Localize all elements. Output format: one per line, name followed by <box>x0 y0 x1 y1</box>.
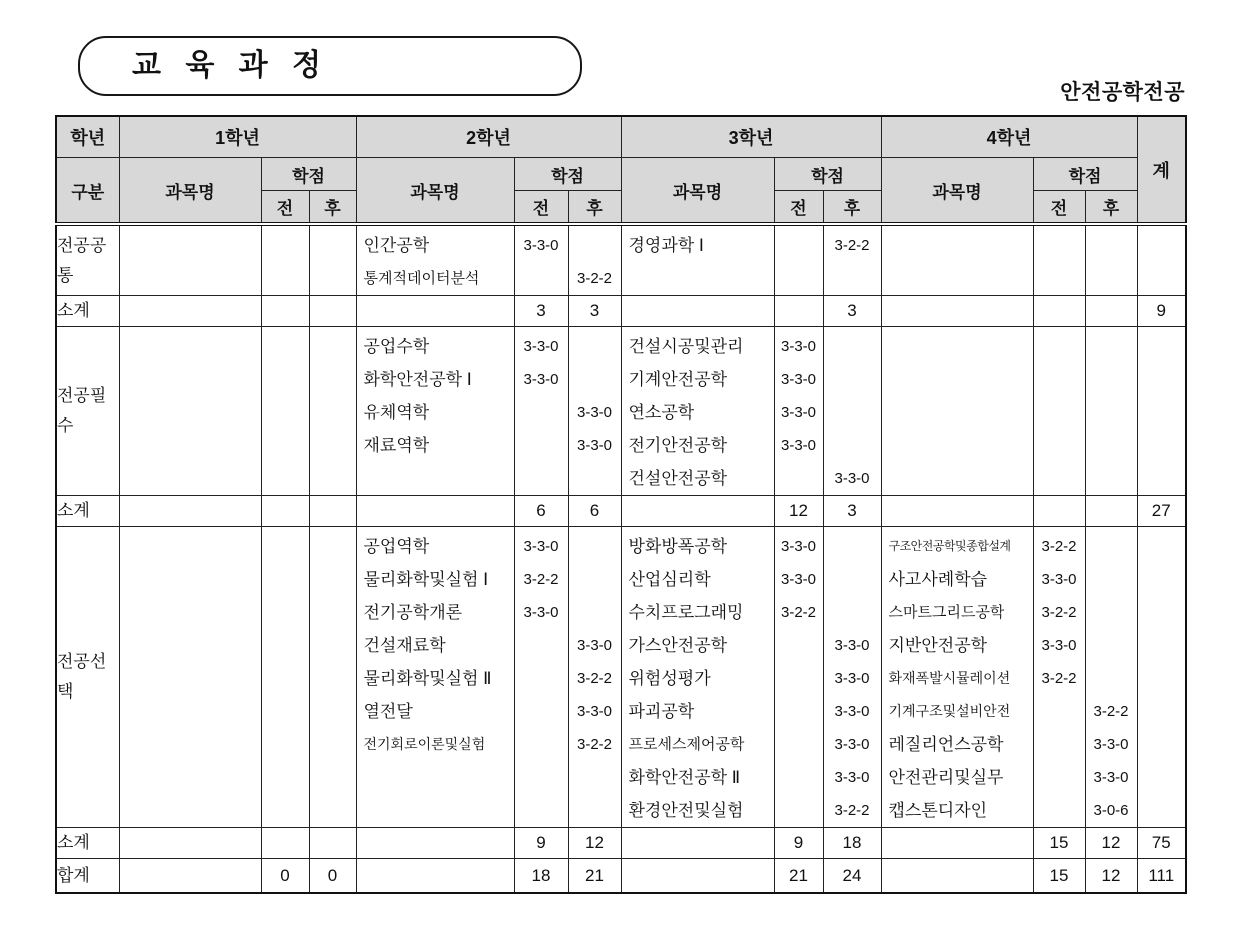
subtotal-major-common-first-y1 <box>261 296 309 327</box>
credits-second-y4 <box>1085 224 1137 296</box>
course-name: 안전관리및실무 <box>888 768 1004 787</box>
credit-second-stack <box>569 229 621 295</box>
credit-second: 3-3-0 <box>834 769 870 786</box>
credits-first-y1 <box>261 224 309 296</box>
header-category: 구분 <box>56 158 119 225</box>
credit-second <box>824 563 881 596</box>
curriculum-table <box>55 115 1187 894</box>
course-name: 스마트그리드공학 <box>888 604 1005 621</box>
credit-first <box>1034 761 1085 794</box>
course-name: 공업역학 <box>363 537 430 556</box>
course-name: 캡스톤디자인 <box>888 801 988 820</box>
credits-second-y4 <box>1085 327 1137 496</box>
course-name-empty <box>356 828 514 859</box>
course-name: 전기안전공학 <box>628 436 728 455</box>
credit-first <box>775 695 823 728</box>
subtotal-major-elective-first-y1 <box>261 828 309 859</box>
credit-second: 3-3-0 <box>1093 769 1129 786</box>
section-row-major-common <box>56 224 1186 296</box>
grand-total-second-y1: 0 <box>309 859 356 894</box>
header-total: 계 <box>1137 116 1186 224</box>
course-name-empty <box>119 496 261 527</box>
credit-first-stack <box>515 229 568 295</box>
credits-second-y3 <box>823 224 881 296</box>
credit-second <box>824 363 881 396</box>
credit-second: 3-3-0 <box>834 670 870 687</box>
course-name-stack <box>882 530 1033 827</box>
credit-first <box>1034 728 1085 761</box>
credit-first: 3-2-2 <box>1041 604 1077 621</box>
credit-first: 3-2-2 <box>1041 670 1077 687</box>
credit-first: 3-3-0 <box>780 338 817 355</box>
course-name: 기계안전공학 <box>628 370 728 389</box>
courses-y2 <box>356 527 514 828</box>
header-row-credit <box>56 158 1186 191</box>
course-name: 산업심리학 <box>628 570 711 589</box>
credit-first <box>515 429 568 462</box>
page-title: 교 육 과 정 <box>132 49 329 82</box>
header-course-name-y4: 과목명 <box>881 158 1033 225</box>
course-name-stack <box>622 229 774 262</box>
course-name: 유체역학 <box>363 403 430 422</box>
credit-first <box>775 761 823 794</box>
grand-total-total: 111 <box>1137 859 1186 894</box>
subtotal-major-elective-total: 75 <box>1137 828 1186 859</box>
credits-second-y2 <box>568 224 621 296</box>
course-name-stack <box>357 330 514 462</box>
course-name-empty <box>881 496 1033 527</box>
credit-second: 3-0-6 <box>1093 802 1129 819</box>
credit-second: 3-2-2 <box>834 237 870 254</box>
credit-second <box>1086 596 1137 629</box>
courses-y3 <box>621 527 774 828</box>
credit-second <box>569 563 621 596</box>
credit-second: 3-3-0 <box>576 637 613 654</box>
course-name-empty <box>356 296 514 327</box>
credits-first-y4 <box>1033 527 1085 828</box>
credit-second-stack <box>569 330 621 462</box>
credit-first: 3-3-0 <box>523 237 559 254</box>
subtotal-major-required-second-y4 <box>1085 496 1137 527</box>
credits-second-y1 <box>309 527 356 828</box>
courses-y3 <box>621 224 774 296</box>
course-name-empty <box>356 859 514 894</box>
credit-first: 3-3-0 <box>780 571 817 588</box>
header-row-years <box>56 116 1186 158</box>
credit-second <box>569 363 621 396</box>
course-name: 화재폭발시뮬레이션 <box>888 670 1011 686</box>
credit-second-stack <box>824 530 881 827</box>
subtotal-major-required-second-y1 <box>309 496 356 527</box>
credits-first-y3 <box>774 224 823 296</box>
subtotal-major-common-second-y1 <box>309 296 356 327</box>
subtotal-major-elective-second-y2: 12 <box>568 828 621 859</box>
course-name-empty <box>621 859 774 894</box>
header-credit-y2: 학점 <box>514 158 621 191</box>
section-row-major-required <box>56 327 1186 496</box>
subtotal-major-common-first-y2: 3 <box>514 296 568 327</box>
subtotal-major-elective <box>56 828 1186 859</box>
credit-first: 3-3-0 <box>1041 637 1077 654</box>
credit-second: 3-2-2 <box>576 270 613 287</box>
header-course-name-y1: 과목명 <box>119 158 261 225</box>
credit-first-stack <box>775 229 823 262</box>
credits-first-y4 <box>1033 224 1085 296</box>
grand-total-second-y3: 24 <box>823 859 881 894</box>
credit-second: 3-2-2 <box>576 670 613 687</box>
subtotal-major-common <box>56 296 1186 327</box>
header-credit-y3: 학점 <box>774 158 881 191</box>
header-course-name-y3: 과목명 <box>621 158 774 225</box>
course-name: 전기회로이론및실험 <box>363 736 486 752</box>
table-body <box>56 224 1186 893</box>
credit-second <box>824 596 881 629</box>
credit-second-stack <box>1086 530 1137 827</box>
major-label: 안전공학전공 <box>1060 81 1185 104</box>
header-first-sem-y4: 전 <box>1033 191 1085 225</box>
subtotal-major-elective-second-y1 <box>309 828 356 859</box>
credit-first-stack <box>515 530 568 761</box>
header-second-sem-y1: 후 <box>309 191 356 225</box>
credit-second <box>569 229 621 262</box>
title-box <box>78 36 582 96</box>
course-name: 수치프로그래밍 <box>628 603 744 622</box>
courses-y4 <box>881 224 1033 296</box>
credit-first <box>515 662 568 695</box>
credit-second: 3-3-0 <box>834 470 870 487</box>
credit-first: 3-3-0 <box>780 437 817 454</box>
course-name-empty <box>621 828 774 859</box>
credits-second-y3 <box>823 327 881 496</box>
subtotal-major-common-total: 9 <box>1137 296 1186 327</box>
subtotal-major-common-second-y4 <box>1085 296 1137 327</box>
credits-first-y4 <box>1033 327 1085 496</box>
subtotal-major-common-first-y3 <box>774 296 823 327</box>
subtotal-major-required-total: 27 <box>1137 496 1186 527</box>
grand-total-first-y1: 0 <box>261 859 309 894</box>
header-year-4: 4학년 <box>881 116 1137 158</box>
subtotal-major-required-second-y2: 6 <box>568 496 621 527</box>
section-total-empty <box>1137 224 1186 296</box>
credits-second-y4 <box>1085 527 1137 828</box>
credit-first <box>515 695 568 728</box>
credit-second: 3-3-0 <box>1093 736 1129 753</box>
course-name: 위험성평가 <box>628 669 711 688</box>
courses-y1 <box>119 224 261 296</box>
course-name: 화학안전공학 Ⅱ <box>628 768 741 787</box>
credit-second: 3-3-0 <box>834 703 870 720</box>
header-first-sem-y3: 전 <box>774 191 823 225</box>
subtotal-major-elective-label: 소계 <box>56 828 119 859</box>
credit-first <box>775 728 823 761</box>
credits-first-y1 <box>261 327 309 496</box>
credit-first <box>1034 695 1085 728</box>
header-year-2: 2학년 <box>356 116 621 158</box>
course-name-stack <box>357 229 514 295</box>
credit-second <box>824 429 881 462</box>
course-name-empty <box>356 496 514 527</box>
credit-first: 3-3-0 <box>523 538 559 555</box>
credit-second <box>824 330 881 363</box>
credits-first-y3 <box>774 527 823 828</box>
grand-total <box>56 859 1186 894</box>
subtotal-major-elective-first-y2: 9 <box>514 828 568 859</box>
header-course-name-y2: 과목명 <box>356 158 514 225</box>
credit-first: 3-2-2 <box>1041 538 1077 555</box>
credits-first-y2 <box>514 224 568 296</box>
courses-y3 <box>621 327 774 496</box>
credit-first: 3-3-0 <box>523 338 559 355</box>
course-name-empty <box>119 828 261 859</box>
subtotal-major-required-label: 소계 <box>56 496 119 527</box>
subtotal-major-required-first-y1 <box>261 496 309 527</box>
header-year-3: 3학년 <box>621 116 881 158</box>
course-name: 통계적데이터분석 <box>363 270 480 287</box>
header-credit-y1: 학점 <box>261 158 356 191</box>
courses-y4 <box>881 527 1033 828</box>
credit-second <box>569 530 621 563</box>
credits-second-y2 <box>568 327 621 496</box>
credit-second-stack <box>824 330 881 495</box>
section-total-empty <box>1137 327 1186 496</box>
credit-first <box>515 396 568 429</box>
course-name: 건설재료학 <box>363 636 446 655</box>
course-name-empty <box>881 296 1033 327</box>
credit-second-stack <box>824 229 881 262</box>
courses-y2 <box>356 327 514 496</box>
course-name: 건설시공및관리 <box>628 337 744 356</box>
course-name-empty <box>881 859 1033 894</box>
credit-second: 3-3-0 <box>576 703 613 720</box>
subtotal-major-required-first-y2: 6 <box>514 496 568 527</box>
course-name: 방화방폭공학 <box>628 537 728 556</box>
header-year-1: 1학년 <box>119 116 356 158</box>
header-second-sem-y2: 후 <box>568 191 621 225</box>
course-name-stack <box>622 330 774 495</box>
course-name: 구조안전공학및종합설계 <box>888 539 1011 553</box>
credit-second: 3-2-2 <box>1093 703 1129 720</box>
section-total-empty <box>1137 527 1186 828</box>
course-name-empty <box>621 296 774 327</box>
course-name: 물리화학및실험 Ⅱ <box>363 669 492 688</box>
credit-second: 3-3-0 <box>834 637 870 654</box>
header-first-sem-y1: 전 <box>261 191 309 225</box>
subtotal-major-elective-second-y4: 12 <box>1085 828 1137 859</box>
course-name: 물리화학및실험 Ⅰ <box>363 570 489 589</box>
course-name: 전기공학개론 <box>363 603 463 622</box>
credit-second <box>824 396 881 429</box>
course-name: 레질리언스공학 <box>888 735 1004 754</box>
credit-first: 3-3-0 <box>780 371 817 388</box>
credit-second <box>824 530 881 563</box>
header-credit-y4: 학점 <box>1033 158 1137 191</box>
credits-first-y2 <box>514 527 568 828</box>
credit-second: 3-3-0 <box>576 404 613 421</box>
subtotal-major-common-second-y2: 3 <box>568 296 621 327</box>
header-year-label: 학년 <box>56 116 119 158</box>
credit-first <box>515 262 568 295</box>
credit-first: 3-3-0 <box>780 538 817 555</box>
course-name: 사고사례학습 <box>888 570 988 589</box>
credits-second-y1 <box>309 224 356 296</box>
credits-second-y2 <box>568 527 621 828</box>
subtotal-major-required-second-y3: 3 <box>823 496 881 527</box>
grand-total-first-y4: 15 <box>1033 859 1085 894</box>
credit-first <box>775 629 823 662</box>
header-second-sem-y3: 후 <box>823 191 881 225</box>
credit-first <box>775 794 823 827</box>
section-row-major-elective <box>56 527 1186 828</box>
credit-first: 3-3-0 <box>523 604 559 621</box>
course-name: 인간공학 <box>363 236 430 255</box>
credits-second-y1 <box>309 327 356 496</box>
credit-first <box>515 728 568 761</box>
credit-first: 3-2-2 <box>780 604 817 621</box>
course-name-empty <box>119 296 261 327</box>
course-name: 재료역학 <box>363 436 430 455</box>
grand-total-first-y2: 18 <box>514 859 568 894</box>
course-name-empty <box>881 828 1033 859</box>
subtotal-major-common-label: 소계 <box>56 296 119 327</box>
courses-y1 <box>119 527 261 828</box>
credit-first-stack <box>1034 530 1085 827</box>
credits-first-y2 <box>514 327 568 496</box>
header-second-sem-y4: 후 <box>1085 191 1137 225</box>
credit-first <box>775 462 823 495</box>
credit-second: 3-2-2 <box>576 736 613 753</box>
header-first-sem-y2: 전 <box>514 191 568 225</box>
credit-first-stack <box>515 330 568 462</box>
grand-total-second-y4: 12 <box>1085 859 1137 894</box>
section-label-major-required: 전공필수 <box>56 327 119 496</box>
subtotal-major-common-first-y4 <box>1033 296 1085 327</box>
credit-first-stack <box>775 530 823 827</box>
credit-second <box>1086 629 1137 662</box>
course-name: 가스안전공학 <box>628 636 728 655</box>
subtotal-major-elective-second-y3: 18 <box>823 828 881 859</box>
courses-y4 <box>881 327 1033 496</box>
credit-second <box>569 330 621 363</box>
credits-second-y3 <box>823 527 881 828</box>
grand-total-label: 합계 <box>56 859 119 894</box>
credit-second: 3-2-2 <box>834 802 870 819</box>
credit-second: 3-3-0 <box>834 736 870 753</box>
course-name-empty <box>621 496 774 527</box>
credit-second <box>569 596 621 629</box>
course-name-empty <box>119 859 261 894</box>
grand-total-first-y3: 21 <box>774 859 823 894</box>
course-name: 환경안전및실험 <box>628 801 744 820</box>
table-header <box>56 116 1186 224</box>
course-name-stack <box>622 530 774 827</box>
credits-first-y3 <box>774 327 823 496</box>
courses-y2 <box>356 224 514 296</box>
subtotal-major-common-second-y3: 3 <box>823 296 881 327</box>
subtotal-major-required <box>56 496 1186 527</box>
course-name: 화학안전공학 Ⅰ <box>363 370 472 389</box>
credit-second: 3-3-0 <box>576 437 613 454</box>
credit-first: 3-3-0 <box>1041 571 1077 588</box>
course-name: 지반안전공학 <box>888 636 988 655</box>
credit-second <box>1086 662 1137 695</box>
subtotal-major-required-first-y3: 12 <box>774 496 823 527</box>
section-label-major-elective: 전공선택 <box>56 527 119 828</box>
section-label-major-common: 전공공통 <box>56 224 119 296</box>
course-name: 기계구조및설비안전 <box>888 703 1011 719</box>
credit-second <box>1086 563 1137 596</box>
credit-first-stack <box>775 330 823 495</box>
course-name-stack <box>357 530 514 761</box>
subtotal-major-required-first-y4 <box>1033 496 1085 527</box>
subtotal-major-elective-first-y4: 15 <box>1033 828 1085 859</box>
course-name: 열전달 <box>363 702 413 721</box>
courses-y1 <box>119 327 261 496</box>
credits-first-y1 <box>261 527 309 828</box>
credit-first: 3-3-0 <box>780 404 817 421</box>
credit-second <box>1086 530 1137 563</box>
subtotal-major-elective-first-y3: 9 <box>774 828 823 859</box>
credit-first <box>1034 794 1085 827</box>
credit-first <box>775 229 823 262</box>
credit-first: 3-3-0 <box>523 371 559 388</box>
course-name: 프로세스제어공학 <box>628 736 745 753</box>
credit-first <box>515 629 568 662</box>
credit-first <box>775 662 823 695</box>
course-name: 건설안전공학 <box>628 469 728 488</box>
course-name: 공업수학 <box>363 337 430 356</box>
course-name: 연소공학 <box>628 403 695 422</box>
course-name: 경영과학 Ⅰ <box>628 236 704 255</box>
credit-second-stack <box>569 530 621 761</box>
grand-total-second-y2: 21 <box>568 859 621 894</box>
credit-first: 3-2-2 <box>523 571 559 588</box>
course-name: 파괴공학 <box>628 702 695 721</box>
